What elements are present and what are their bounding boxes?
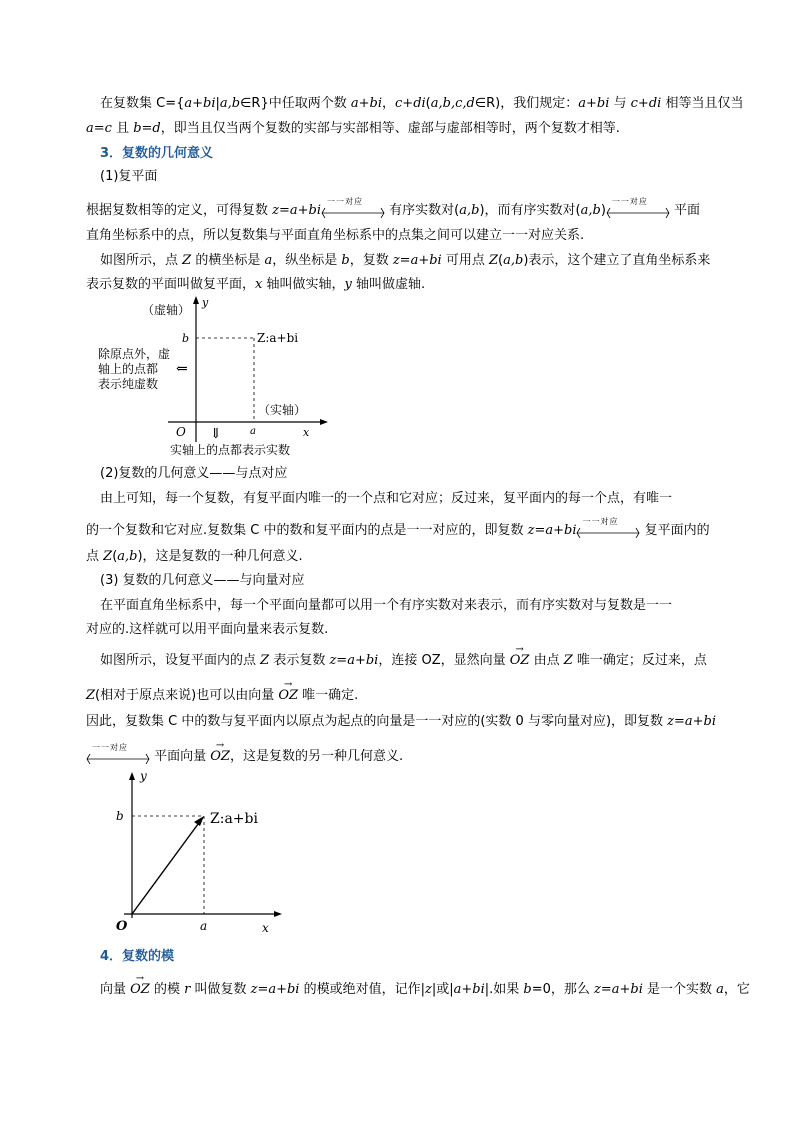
vector-oz: → OZ [278, 687, 298, 704]
complex-plane-figure [98, 292, 328, 462]
sub3-line4: Z(相对于原点来说)也可以由向量 → OZ 唯一确定. [86, 687, 358, 704]
a-label: a [250, 426, 256, 437]
para1-line1: 在复数集 C={a+bi|a,b∈R}中任取两个数 a+bi，c+di(a,b,c,d∈R)，我们规定：a+bi 与 c+di 相等当且仅当 [100, 96, 744, 111]
section-4-heading: 4．复数的模 [100, 949, 175, 964]
left-note-1: 除原点外，虚 [98, 347, 171, 361]
left-note-3: 表示纯虚数 [98, 377, 159, 391]
sub1-line3: 如图所示，点 Z 的横坐标是 a，纵坐标是 b，复数 z=a+bi 可用点 Z(a,b)表示，这个建立了直角坐标系来 [100, 253, 711, 268]
y-label: y [140, 769, 147, 783]
x-axis-arrowhead [320, 419, 328, 425]
sec4-line1: 向量 → OZ 的模 r 叫做复数 z=a+bi 的模或绝对值，记作|z|或|a+bi|.如果 b=0，那么 z=a+bi 是一个实数 a，它 [100, 981, 750, 998]
sub1-line1: 根据复数相等的定义，可得复数 z=a+bi 一一对应 有序实数对(a,b)，而有序实数对(a,b) 一一对应 平面 [86, 196, 701, 218]
b-label: b [182, 332, 190, 345]
b-label: b [116, 809, 124, 823]
vector-oz: → OZ [130, 981, 150, 998]
imag-axis-label: （虚轴） [142, 303, 191, 317]
para1-line2: a=c 且 b=d，即当且仅当两个复数的实部与实部相等、虚部与虚部相等时，两个复数才相等. [86, 121, 620, 136]
left-note-2: 轴上的点都 [98, 362, 159, 376]
x-axis-arrowhead [274, 911, 282, 917]
origin-label: O [116, 919, 128, 934]
y-axis-arrowhead [193, 296, 199, 304]
vector-oz: → OZ [510, 652, 530, 669]
x-label: x [303, 426, 310, 439]
sub1-heading: (1)复平面 [100, 169, 158, 184]
y-axis-arrowhead [129, 772, 135, 780]
y-label: y [202, 296, 209, 309]
down-arrow-icon: ⇓ [210, 426, 222, 442]
left-arrow-icon: ⇐ [176, 361, 188, 377]
one-to-one-arrow: 一一对应 [606, 204, 670, 218]
vector-oz: → OZ [210, 748, 230, 765]
vector-figure [100, 768, 290, 938]
sub2-heading: (2)复数的几何意义——与点对应 [100, 466, 288, 481]
real-axis-label: （实轴） [258, 403, 307, 417]
sub3-line2: 对应的.这样就可以用平面向量来表示复数. [86, 622, 329, 637]
one-to-one-arrow: 一一对应 [576, 524, 640, 538]
sub2-line2: 的一个复数和它对应.复数集 C 中的数和复平面内的点是一一对应的，即复数 z=a+bi 一一对应 复平面内的 [86, 516, 710, 538]
sub2-line1: 由上可知，每一个复数，有复平面内唯一的一个点和它对应；反过来，复平面内的每一个点，有唯一 [100, 491, 673, 506]
sub1-line4: 表示复数的平面叫做复平面，x 轴叫做实轴，y 轴叫做虚轴. [86, 277, 426, 292]
bottom-note: 实轴上的点都表示实数 [170, 443, 291, 457]
vector-oz-arrowhead [194, 816, 204, 826]
sub2-line3: 点 Z(a,b)，这是复数的一种几何意义. [86, 549, 303, 564]
sub3-line5: 因此，复数集 C 中的数与复平面内以原点为起点的向量是一一对应的(实数 0 与零向量对应)，即复数 z=a+bi [86, 714, 717, 729]
one-to-one-arrow: 一一对应 [86, 750, 150, 764]
vector-oz-line [132, 820, 201, 914]
point-z-label: Z:a+bi [257, 331, 299, 345]
x-label: x [262, 921, 269, 935]
point-z-label: Z:a+bi [210, 811, 258, 827]
a-label: a [200, 919, 208, 933]
sub3-line1: 在平面直角坐标系中，每一个平面向量都可以用一个有序实数对来表示，而有序实数对与复数是一一 [100, 598, 673, 613]
origin-label: O [176, 425, 186, 439]
sub3-line6: 一一对应 平面向量 → OZ，这是复数的另一种几何意义. [86, 748, 403, 765]
sub3-line3: 如图所示，设复平面内的点 Z 表示复数 z=a+bi，连接 OZ，显然向量 → OZ 由点 Z 唯一确定；反过来，点 [100, 652, 707, 669]
sub3-heading: (3) 复数的几何意义——与向量对应 [100, 573, 305, 588]
one-to-one-arrow: 一一对应 [321, 204, 385, 218]
sub1-line2: 直角坐标系中的点，所以复数集与平面直角坐标系中的点集之间可以建立一一对应关系. [86, 228, 585, 243]
section-3-heading: 3．复数的几何意义 [100, 146, 214, 161]
